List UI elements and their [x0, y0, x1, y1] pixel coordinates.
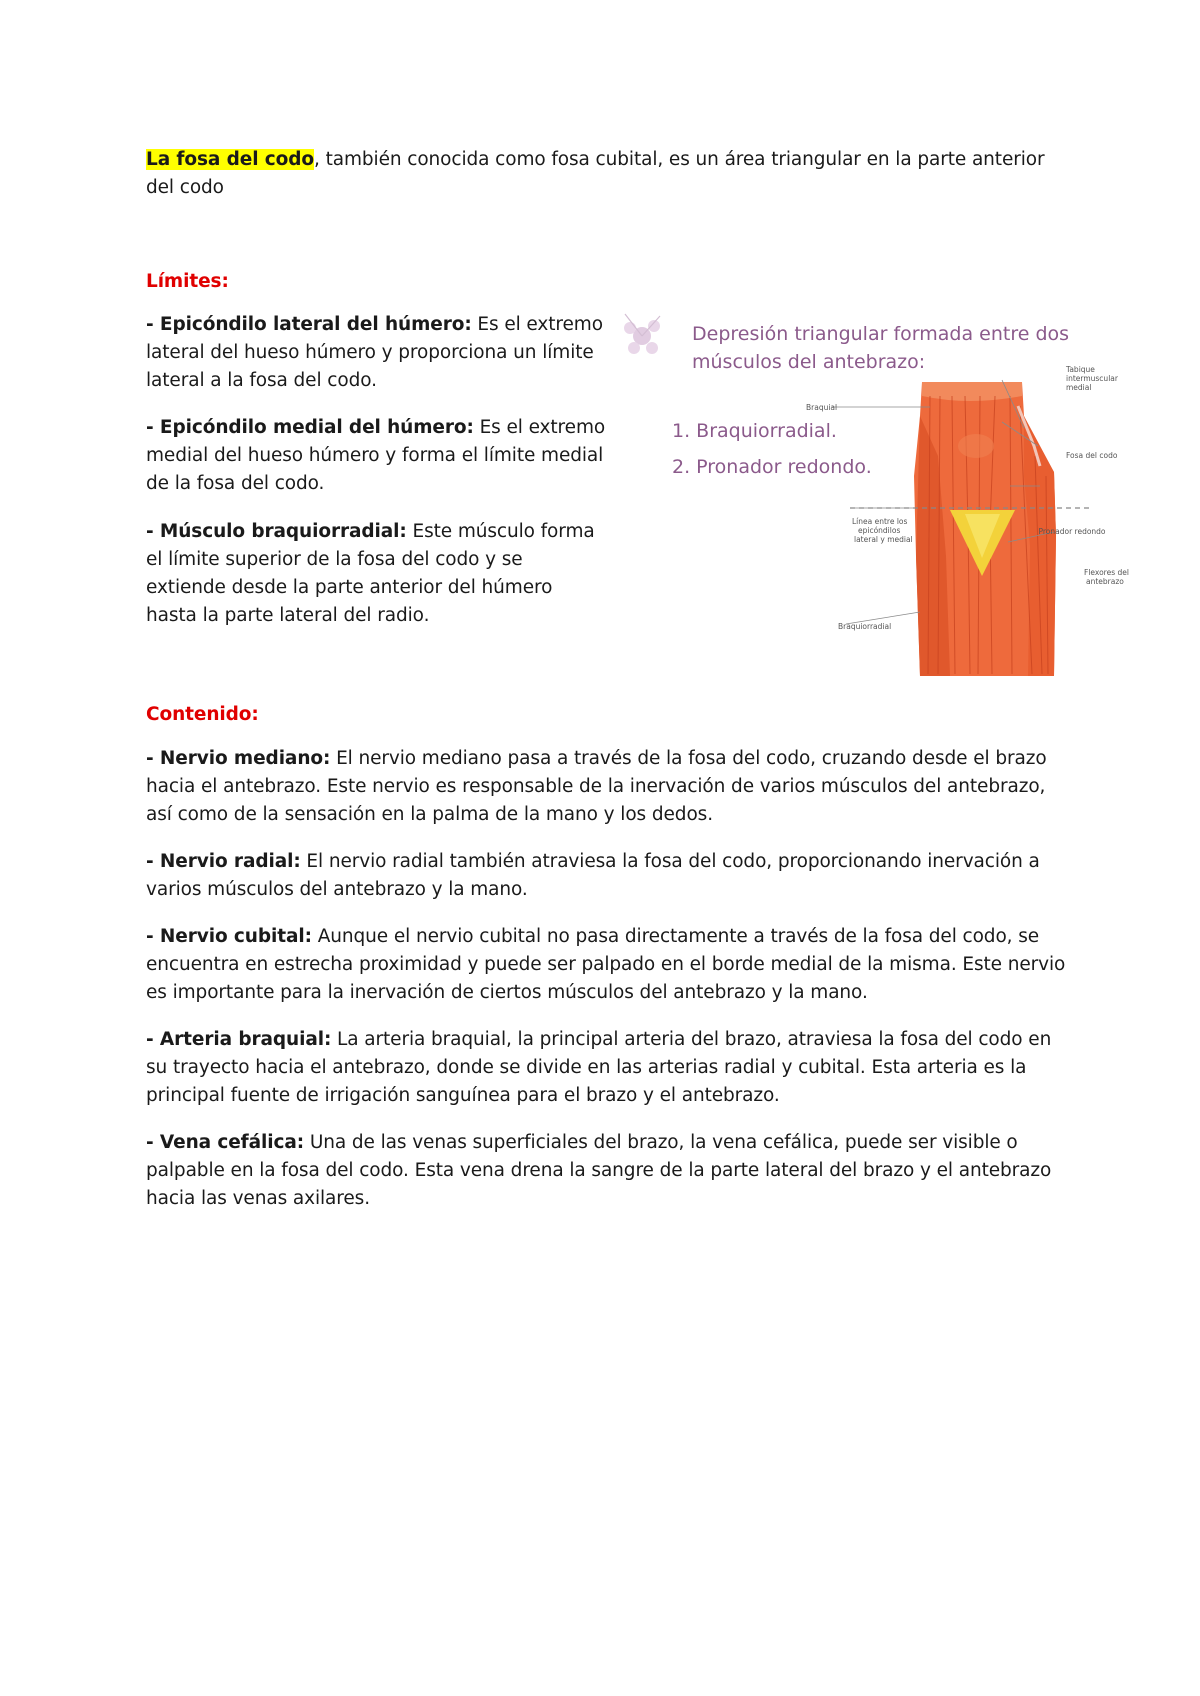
contenido-item: [146, 848, 1076, 904]
label-flexores: Flexores del: [1084, 568, 1129, 577]
label-linea: lateral y medial: [854, 535, 913, 544]
contenido-text: Una de las venas superficiales del brazo, la vena cefálica, puede ser visible o palpable en la fosa del codo. Esta vena drena la sangre de la parte lateral del brazo y el antebrazo hacia las venas axilares.: [146, 1132, 1052, 1209]
contenido-term: - Nervio radial:: [146, 851, 301, 872]
intro-paragraph: [146, 146, 1046, 202]
label-braquiorradial: Braquiorradial: [838, 622, 892, 631]
label-fosa-del-codo: Fosa del codo: [1066, 451, 1118, 460]
contenido-term: - Vena cefálica:: [146, 1132, 305, 1153]
contenido-item: [146, 1026, 1076, 1110]
limite-text: Este músculo forma el límite superior de la fosa del codo y se extiende desde la parte anterior del húmero hasta la parte lateral del radio.: [146, 521, 595, 626]
limite-term: - Epicóndilo medial del húmero:: [146, 417, 474, 438]
forearm-muscle-drawing: [914, 382, 1056, 676]
limite-text: Es el extremo medial del hueso húmero y forma el límite medial de la fosa del codo.: [146, 417, 606, 494]
limite-item: [146, 311, 606, 395]
label-flexores: antebrazo: [1086, 577, 1124, 586]
limite-term: - Epicóndilo lateral del húmero:: [146, 314, 472, 335]
limite-item: [146, 518, 606, 630]
anatomy-figure: [620, 296, 1129, 681]
limite-text: Es el extremo lateral del hueso húmero y proporciona un límite lateral a la fosa del codo.: [146, 314, 603, 391]
label-tabique: medial: [1066, 383, 1092, 392]
figure-title-line1: Depresión triangular formada entre dos: [692, 323, 1070, 345]
contenido-term: - Arteria braquial:: [146, 1029, 332, 1050]
figure-title-line2: músculos del antebrazo:: [692, 351, 926, 373]
figure-list-item: 1. Braquiorradial.: [672, 420, 837, 442]
contenido-item: [146, 1129, 1076, 1213]
intro-text: , también conocida como fosa cubital, es un área triangular en la parte anterior del codo: [146, 149, 1045, 198]
limite-term: - Músculo braquiorradial:: [146, 521, 407, 542]
contenido-heading: Contenido:: [146, 704, 259, 725]
contenido-term: - Nervio mediano:: [146, 748, 331, 769]
intro-highlight: La fosa del codo: [146, 149, 315, 170]
flower-ornament-icon: [624, 314, 660, 354]
contenido-text: El nervio radial también atraviesa la fosa del codo, proporcionando inervación a varios músculos del antebrazo y la mano.: [146, 851, 1040, 900]
contenido-text: El nervio mediano pasa a través de la fosa del codo, cruzando desde el brazo hacia el antebrazo. Este nervio es responsable de la inervación de varios músculos del antebrazo, así como de la sensación en la palma de la mano y los dedos.: [146, 748, 1047, 825]
label-tabique: intermuscular: [1066, 374, 1118, 383]
contenido-item: [146, 745, 1076, 829]
limites-heading: Límites:: [146, 271, 229, 292]
contenido-term: - Nervio cubital:: [146, 926, 312, 947]
label-pronador-redondo: Pronador redondo: [1038, 527, 1106, 536]
contenido-item: [146, 923, 1076, 1007]
label-braquial: Braquial: [806, 403, 838, 412]
label-linea: epicóndilos: [858, 526, 901, 535]
label-linea: Línea entre los: [852, 517, 908, 526]
contenido-text: Aunque el nervio cubital no pasa directamente a través de la fosa del codo, se encuentra en estrecha proximidad y puede ser palpado en el borde medial de la misma. Este nervio es importante para la inervación de ciertos músculos del antebrazo y la mano.: [146, 926, 1066, 1003]
cubital-fossa-illustration: [620, 296, 1129, 681]
limite-item: [146, 414, 606, 498]
label-tabique: Tabique: [1066, 365, 1095, 374]
contenido-text: La arteria braquial, la principal arteria del brazo, atraviesa la fosa del codo en su trayecto hacia el antebrazo, donde se divide en las arterias radial y cubital. Esta arteria es la principal fuente de irrigación sanguínea para el brazo y el antebrazo.: [146, 1029, 1052, 1106]
figure-list-item: 2. Pronador redondo.: [672, 456, 872, 478]
